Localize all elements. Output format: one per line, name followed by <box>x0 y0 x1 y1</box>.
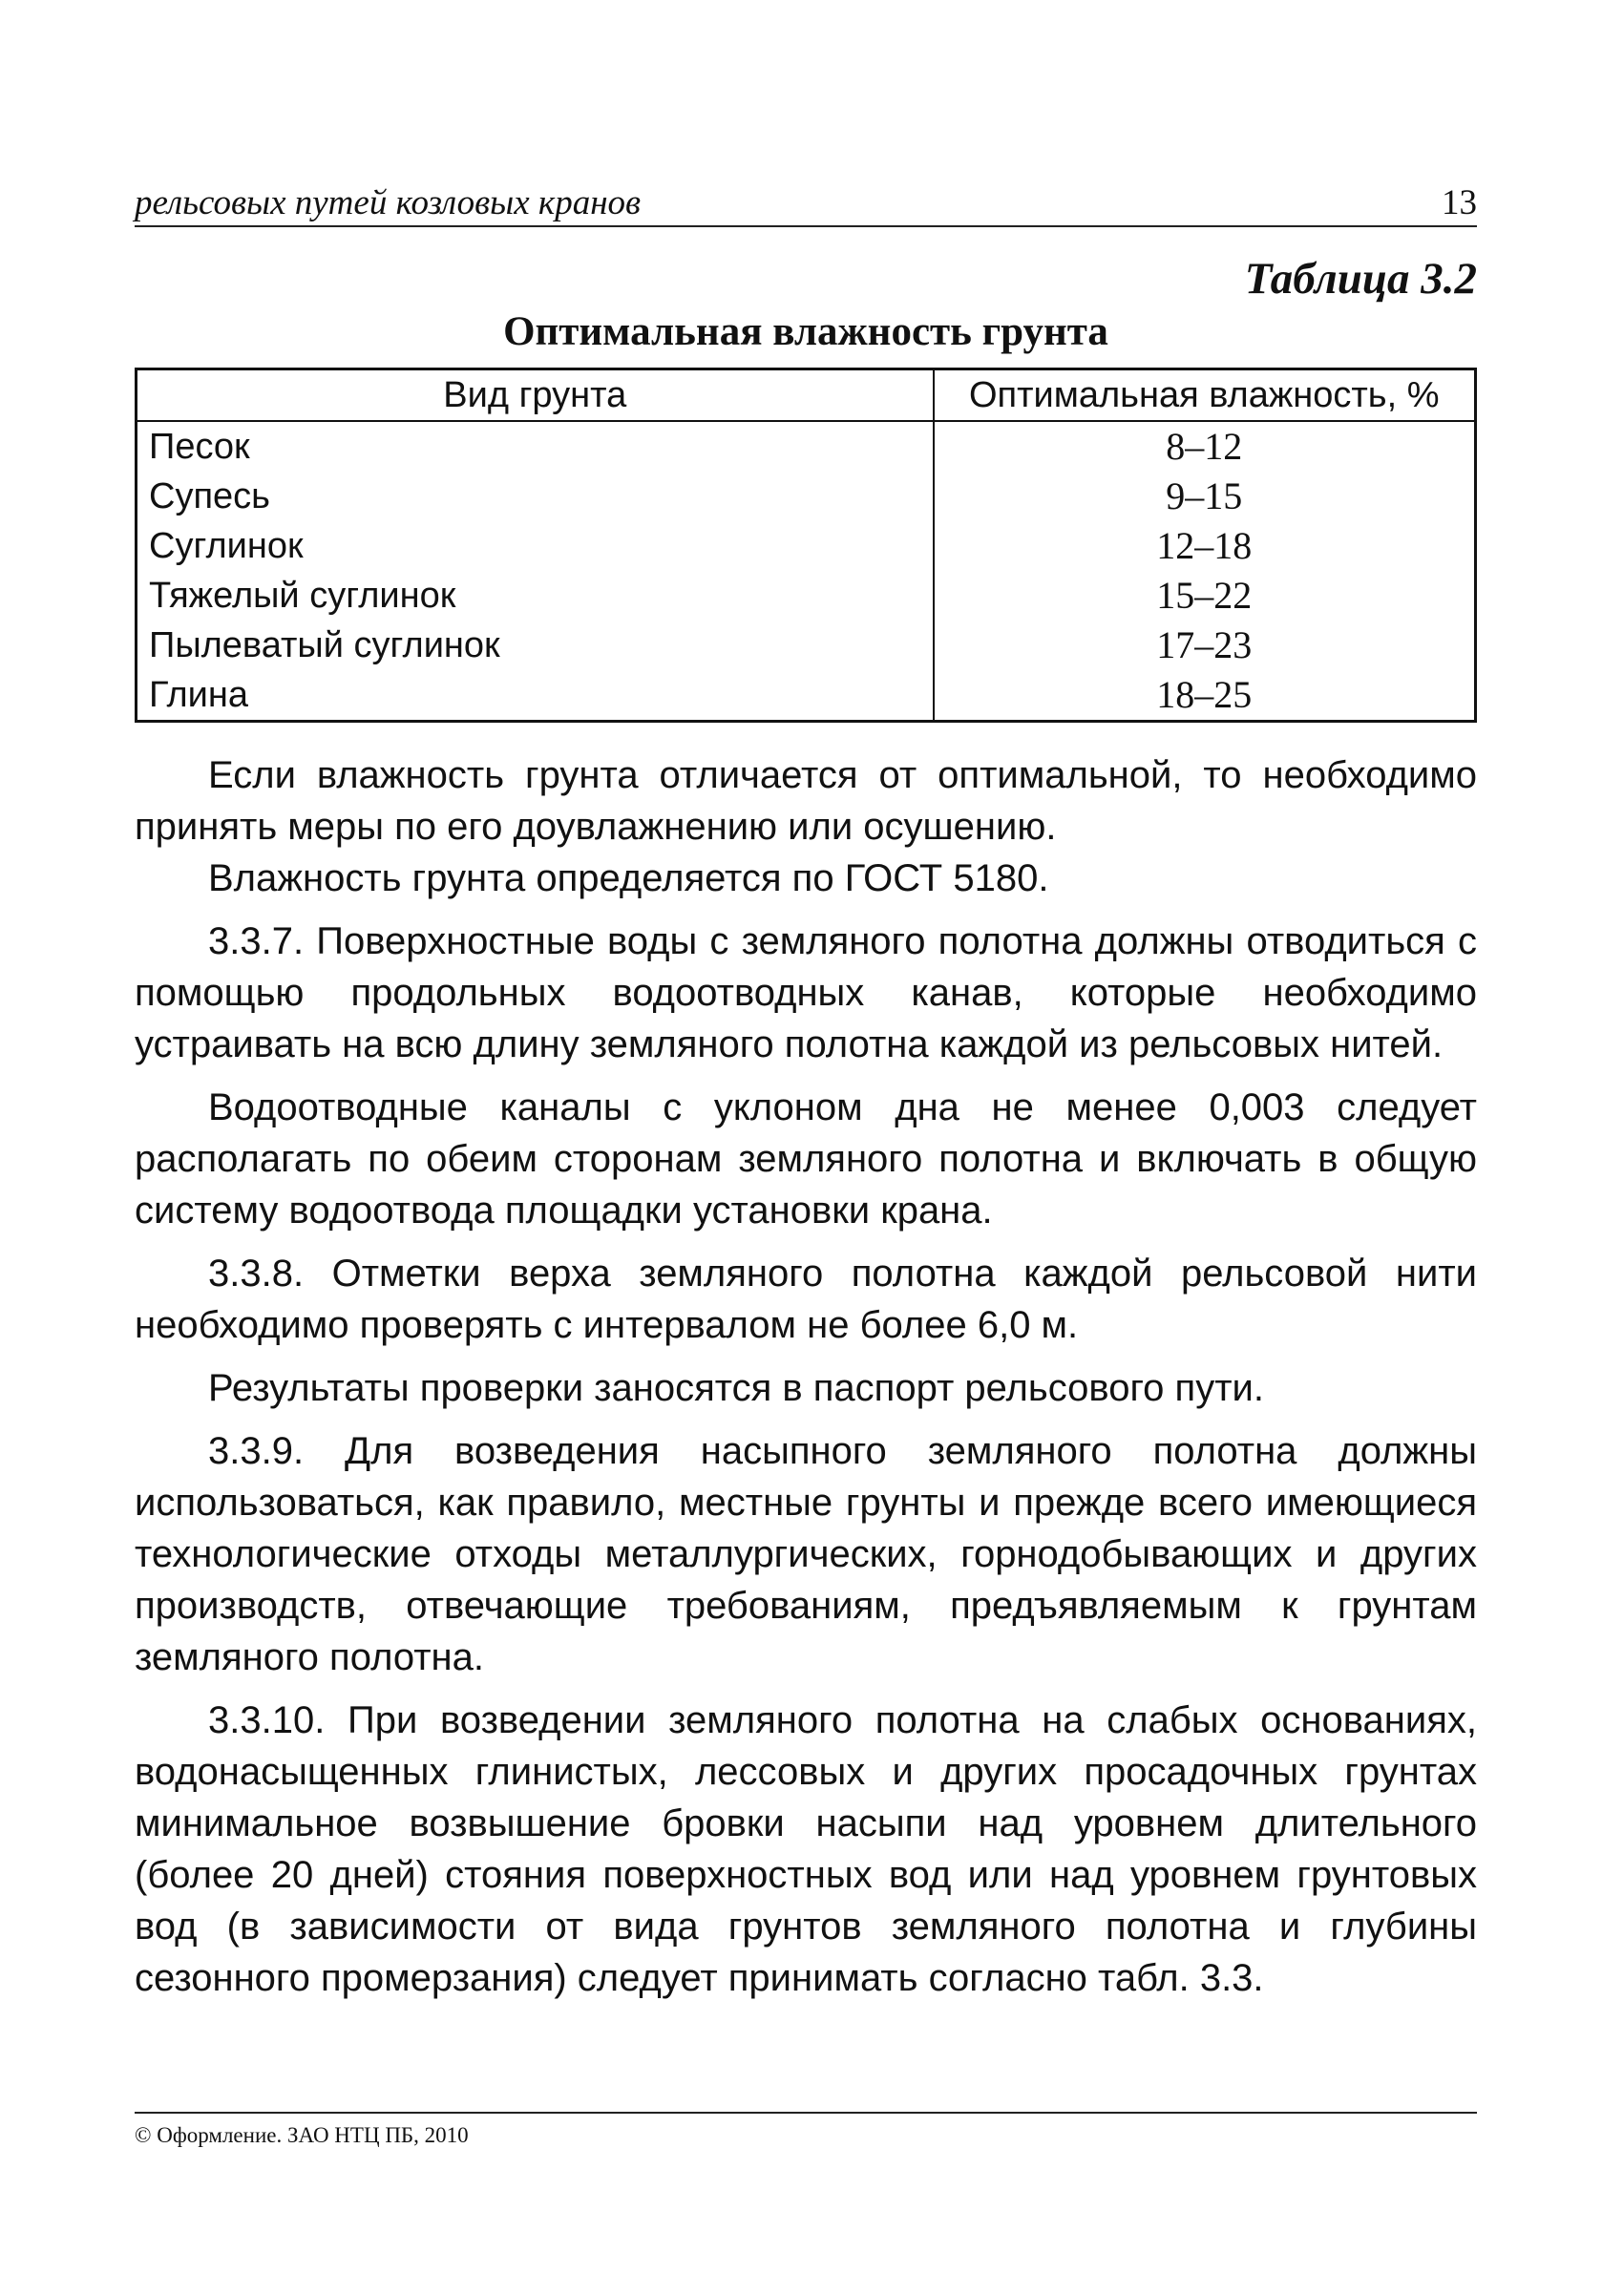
table-row <box>137 621 1476 670</box>
paragraph: 3.3.8. Отметки верха земляного полотна каждой рельсовой нити необходимо проверять с интервалом не более 6,0 м. <box>135 1253 1477 1346</box>
paragraph: Водоотводные каналы с уклоном дна не менее 0,003 следует располагать по обеим сторонам земляного полотна и включать в общую систему водоотвода площадки установки крана. <box>135 1086 1477 1232</box>
paragraph: Влажность грунта определяется по ГОСТ 5180. <box>208 857 1049 899</box>
column-header-soil-type: Вид грунта <box>137 369 934 422</box>
paragraph: Если влажность грунта отличается от оптимальной, то необходимо принять меры по его доувлажнению или осушению. <box>135 754 1477 848</box>
table-row <box>137 670 1476 722</box>
moisture-cell: 12–18 <box>934 521 1476 571</box>
paragraph: 3.3.9. Для возведения насыпного земляного полотна должны использоваться, как правило, местные грунты и прежде всего имеющиеся технологические отходы металлургических, горнодобывающих и других производств, отвечающие требованиям, предъявляемым к грунтам земляного полотна. <box>135 1430 1477 1678</box>
header-rule <box>135 225 1477 227</box>
table-header-row <box>137 369 1476 422</box>
soil-type-cell: Суглинок <box>137 521 934 571</box>
table-label: Таблица 3.2 <box>1244 254 1477 304</box>
moisture-cell: 9–15 <box>934 472 1476 521</box>
soil-type-cell: Тяжелый суглинок <box>137 571 934 621</box>
table-row <box>137 421 1476 472</box>
moisture-table <box>135 368 1477 723</box>
soil-type-cell: Пылеватый суглинок <box>137 621 934 670</box>
moisture-cell: 18–25 <box>934 670 1476 722</box>
footer-rule <box>135 2112 1477 2114</box>
moisture-cell: 15–22 <box>934 571 1476 621</box>
soil-type-cell: Супесь <box>137 472 934 521</box>
running-title: рельсовых путей козловых кранов <box>135 183 642 222</box>
table-row <box>137 571 1476 621</box>
page-number: 13 <box>1442 183 1477 222</box>
paragraph: 3.3.7. Поверхностные воды с земляного полотна должны отводиться с помощью продольных водоотводных канав, которые необходимо устраивать на всю длину земляного полотна каждой из рельсовых нитей. <box>135 920 1477 1065</box>
table-row <box>137 521 1476 571</box>
column-header-moisture: Оптимальная влажность, % <box>934 369 1476 422</box>
table-row <box>137 472 1476 521</box>
body-text <box>135 749 1477 2015</box>
paragraph: Результаты проверки заносятся в паспорт рельсового пути. <box>208 1367 1264 1409</box>
running-header <box>135 181 1477 225</box>
moisture-cell: 8–12 <box>934 421 1476 472</box>
paragraph: 3.3.10. При возведении земляного полотна на слабых основаниях, водонасыщенных глинистых, лессовых и других просадочных грунтах минимальное возвышение бровки насыпи над уровнем длительного (более 20 дней) стояния поверхностных вод или над уровнем грунтовых вод (в зависимости от вида грунтов земляного полотна и глубины сезонного промерзания) следует принимать согласно табл. 3.3. <box>135 1699 1477 1999</box>
soil-type-cell: Песок <box>137 421 934 472</box>
table-title: Оптимальная влажность грунта <box>503 309 1108 354</box>
copyright-footer: © Оформление. ЗАО НТЦ ПБ, 2010 <box>135 2123 469 2147</box>
soil-type-cell: Глина <box>137 670 934 722</box>
moisture-cell: 17–23 <box>934 621 1476 670</box>
